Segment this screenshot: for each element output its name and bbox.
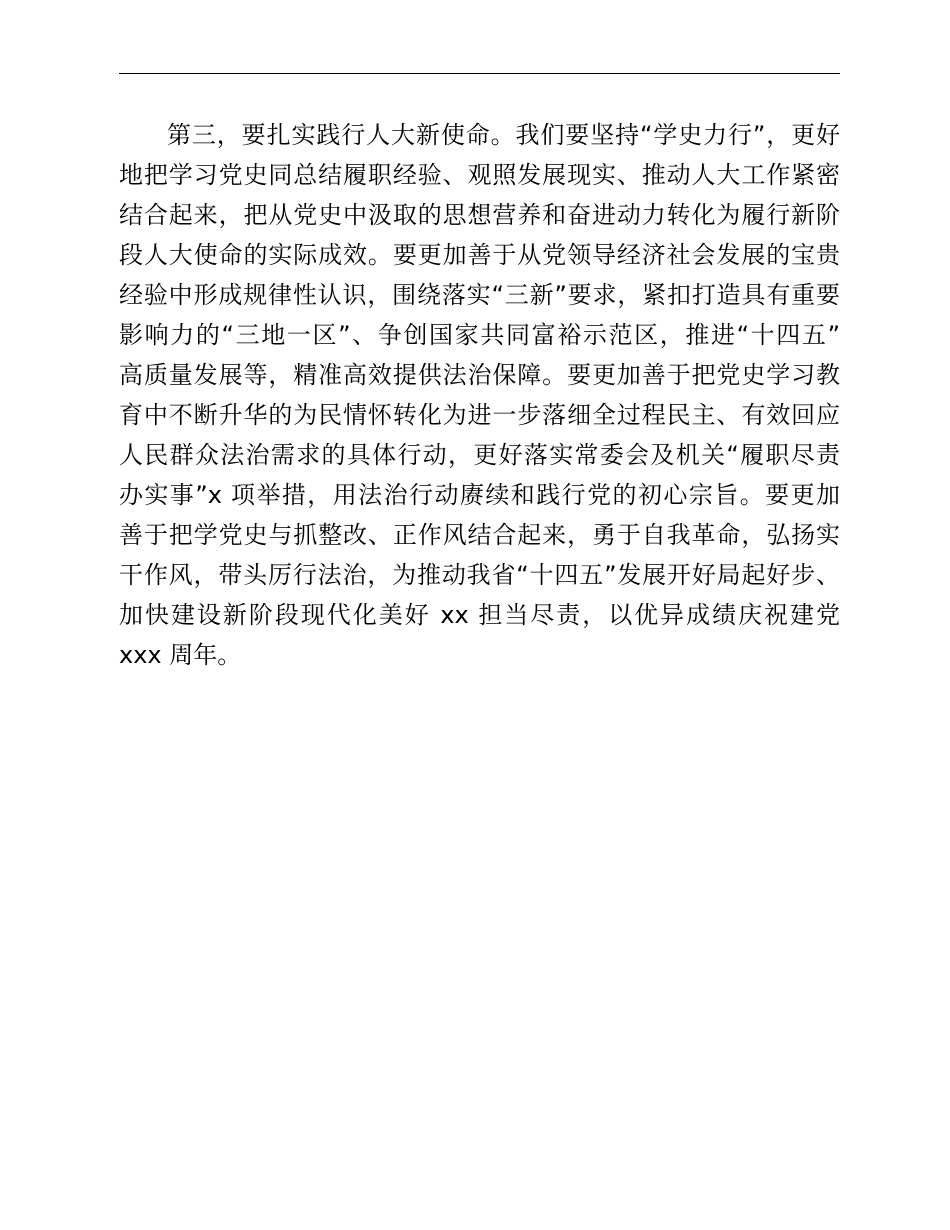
paragraph-line: 地把学习党史同总结履职经验、观照发展现实、推动人大工作紧密 <box>119 161 840 189</box>
paragraph-line: 高质量发展等，精准高效提供法治保障。要更加善于把党史学习教 <box>119 361 840 389</box>
paragraph-line: 段人大使命的实际成效。要更加善于从党领导经济社会发展的宝贵 <box>119 241 840 269</box>
paragraph-line: 干作风，带头厉行法治，为推动我省“十四五”发展开好局起好步、 <box>119 561 840 589</box>
paragraph-line: 影响力的“三地一区”、争创国家共同富裕示范区，推进“十四五” <box>119 321 840 349</box>
paragraph-line: 善于把学党史与抓整改、正作风结合起来，勇于自我革命，弘扬实 <box>119 521 840 549</box>
paragraph-line: 结合起来，把从党史中汲取的思想营养和奋进动力转化为履行新阶 <box>119 201 840 229</box>
paragraph-line: 办实事”x 项举措，用法治行动赓续和践行党的初心宗旨。要更加 <box>119 481 840 509</box>
paragraph-line: 第三，要扎实践行人大新使命。我们要坚持“学史力行”，更好 <box>167 121 840 149</box>
paragraph-line: 人民群众法治需求的具体行动，更好落实常委会及机关“履职尽责 <box>119 441 840 469</box>
paragraph-line: 加快建设新阶段现代化美好 xx 担当尽责，以优异成绩庆祝建党 <box>119 601 840 629</box>
paragraph-line: xxx 周年。 <box>119 641 242 669</box>
body-paragraph <box>119 115 840 675</box>
paragraph-line: 育中不断升华的为民情怀转化为进一步落细全过程民主、有效回应 <box>119 401 840 429</box>
paragraph-line: 经验中形成规律性认识，围绕落实“三新”要求，紧扣打造具有重要 <box>119 281 840 309</box>
header-rule <box>119 73 840 74</box>
